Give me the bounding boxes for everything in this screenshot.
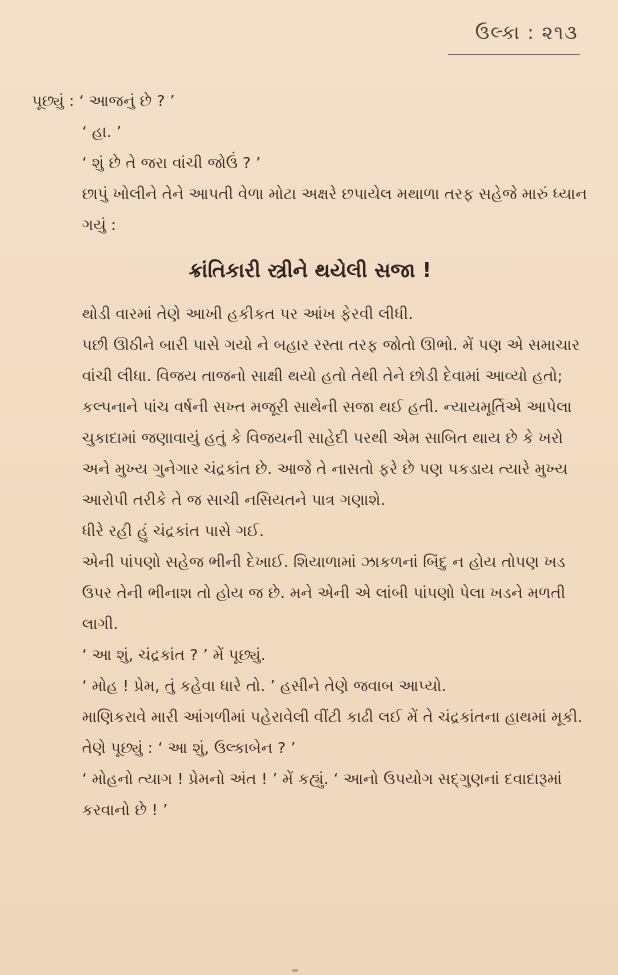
dialogue-line: ‘ આ શું, ચંદ્રકાંત ? ’ મેં પૂછ્યું. <box>82 646 266 664</box>
page-body <box>32 86 588 826</box>
paragraph: એની પાંપણો સહેજ ભીની દેખાઈ. શિયાળામાં ઝાકળનાં બિંદુ ન હોય તોપણ ખડ ઉપર તેની ભીનાશ તો હોય જ છે. મને એની એ લાંબી પાંપણો પેલા ખડને મળતી લાગી. <box>82 553 566 633</box>
paragraph: છાપું ખોલીને તેને આપતી વેળા મોટા અક્ષરે છપાયેલ મથાળા તરફ સહેજે મારું ધ્યાન ગયું : <box>82 185 588 234</box>
dialogue-line: તેણે પૂછ્યું : ‘ આ શું, ઉલ્કાબેન ? ’ <box>82 739 296 757</box>
header-rule <box>448 54 580 55</box>
dialogue-line: ‘ મોહનો ત્યાગ ! પ્રેમનો અંત ! ’ મેં કહ્યું. ‘ આનો ઉપયોગ સદ્‌ગુણનાં દવાદારૂમાં કરવાનો છે ! ’ <box>82 770 562 819</box>
running-head: ઉલ્કા : ૨૧૩ <box>475 22 578 44</box>
paragraph: માણિકરાવે મારી આંગળીમાં પહેરાવેલી વીંટી કાઢી લઈ મેં તે ચંદ્રકાંતના હાથમાં મૂકી. <box>82 708 583 726</box>
paragraph: થોડી વારમાં તેણે આખી હકીકત પર આંખ ફેરવી લીધી. <box>82 305 414 323</box>
paragraph: ધીરે રહી હું ચંદ્રકાંત પાસે ગઈ. <box>82 522 265 540</box>
dialogue-line: ‘ મોહ ! પ્રેમ, તું કહેવા ધારે તો. ’ હસીને તેણે જવાબ આપ્યો. <box>82 677 447 695</box>
newspaper-headline: ક્રાંતિકારી સ્ત્રીને થયેલી સજા ! <box>188 258 432 282</box>
dialogue-line: ‘ હા. ’ <box>82 123 122 141</box>
dialogue-line: પૂછ્યું : ‘ આજનું છે ? ’ <box>32 92 175 110</box>
dialogue-line: ‘ શું છે તે જરા વાંચી જોઉં ? ’ <box>82 154 261 172</box>
page-mark <box>292 969 298 972</box>
paragraph: પછી ઊઠીને બારી પાસે ગયો ને બહાર રસ્તા તરફ જોતો ઊભો. મેં પણ એ સમાચાર વાંચી લીધા. વિજય તાજનો સાક્ષી થયો હતો તેથી તેને છોડી દેવામાં આવ્યો હતો; કલ્પનાને પાંચ વર્ષની સખ્ત મજૂરી સાથેની સજા થઈ હતી. ન્યાયમૂર્તિએ આપેલા ચુકાદામાં જણાવાયું હતું કે વિજયની સાહેદી પરથી એમ સાબિત થાય છે કે ખરો અને મુખ્ય ગુનેગાર ચંદ્રકાંત છે. આજે તે નાસતો ફરે છે પણ પકડાય ત્યારે મુખ્ય આરોપી તરીકે તે જ સાચી નસિયતને પાત્ર ગણાશે. <box>82 336 580 509</box>
